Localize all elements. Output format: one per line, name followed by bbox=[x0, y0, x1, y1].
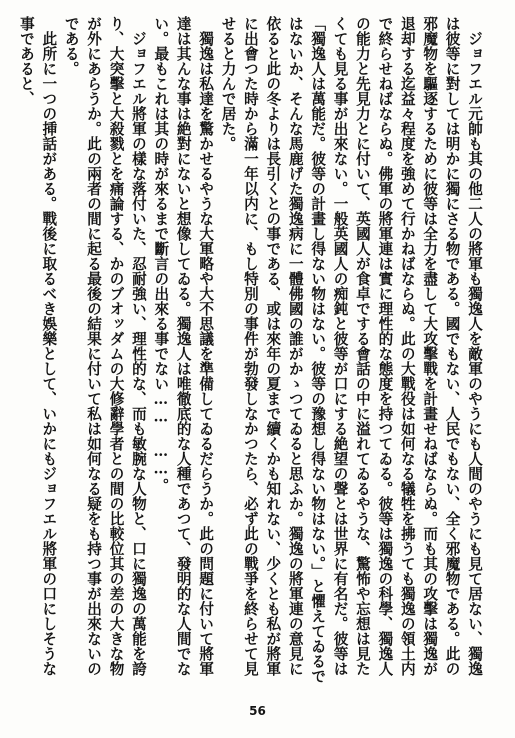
paragraph-1: ジョフエル元帥も其の他二人の將軍も獨逸人を敵軍のやうにも人間のやうにも見て居ない、獨逸は彼等に對しては明かに獨にさる物である。國でもない、人民でもない、全く邪魔物である。此の邪魔物を驅逐するために彼等は全力を盡して大攻擊戰を計畫せねばならぬ。而も其の攻擊は獨逸が退却する迄益々程度を強めて行かねばならぬ。此の大戰役は如何なる犠牲を拂うても獨逸の領土内で終らせねばならぬ。佛軍の將軍連は實に理性的な態度を持つてゐる。彼等は獨逸の科學、獨逸人の能力と先見力とに付いて、英國人が食卓でする會話の中に溢れてゐるやうな、驚怖や忘想は見たくても見る事が出來ない。一般英國人の痴鈍と彼等が口にする絶望の聲とは世界に有名だ。彼等は「獨逸人は萬能だ。彼等の計畫し得ない物はない。彼等の豫想し得ない物はない。」と懼えてゐるではないか、そんな馬鹿げた獨逸病に一體佛國の誰がかゝつてゐると思ふか。獨逸の將軍連の意見に依ると此の冬よりは長引くとの事である、或は來年の夏まで續くかも知れない、少くとも私が將軍に出會つた時から滿一年以内に、もし特別の事件が勃發しなかつたら、必ず此の戰爭を終らせて見せると力んで居た。 bbox=[219, 16, 483, 684]
paragraph-3: ジョフエル將軍の樣な落付いた、忍耐強い、理性的な、而も敏腕な人物と、口に獨逸の萬能を誇り、大突擊と大殺戮とを痛論する、かのブオッダムの大修辭學者との間の比較位其の差の大きな物が外にあらうか。此の兩者の間に起る最後の結果に付いて私は如何なる疑をも持つ事が出來ないのである。 bbox=[62, 16, 147, 676]
paragraph-4: 此所に一つの挿話がある。戰後に取るべき娛樂として、いかにもジョフエル將軍の口にしそうな事であると、 bbox=[17, 16, 58, 676]
page-number: 56 bbox=[249, 704, 266, 718]
body-text bbox=[17, 16, 485, 686]
paragraph-2: 獨逸は私達を驚かせるやうな大軍略や大不思議を準備してゐるだらうか。此の問題に付いて將軍達は其んな事は絶對にないと想像してゐる。獨逸人は唯徹底的な人種であつて、發明的な人間でない。最もこれは其の時が來るまで斷言の出來る事でない…… ……。 bbox=[152, 16, 215, 676]
